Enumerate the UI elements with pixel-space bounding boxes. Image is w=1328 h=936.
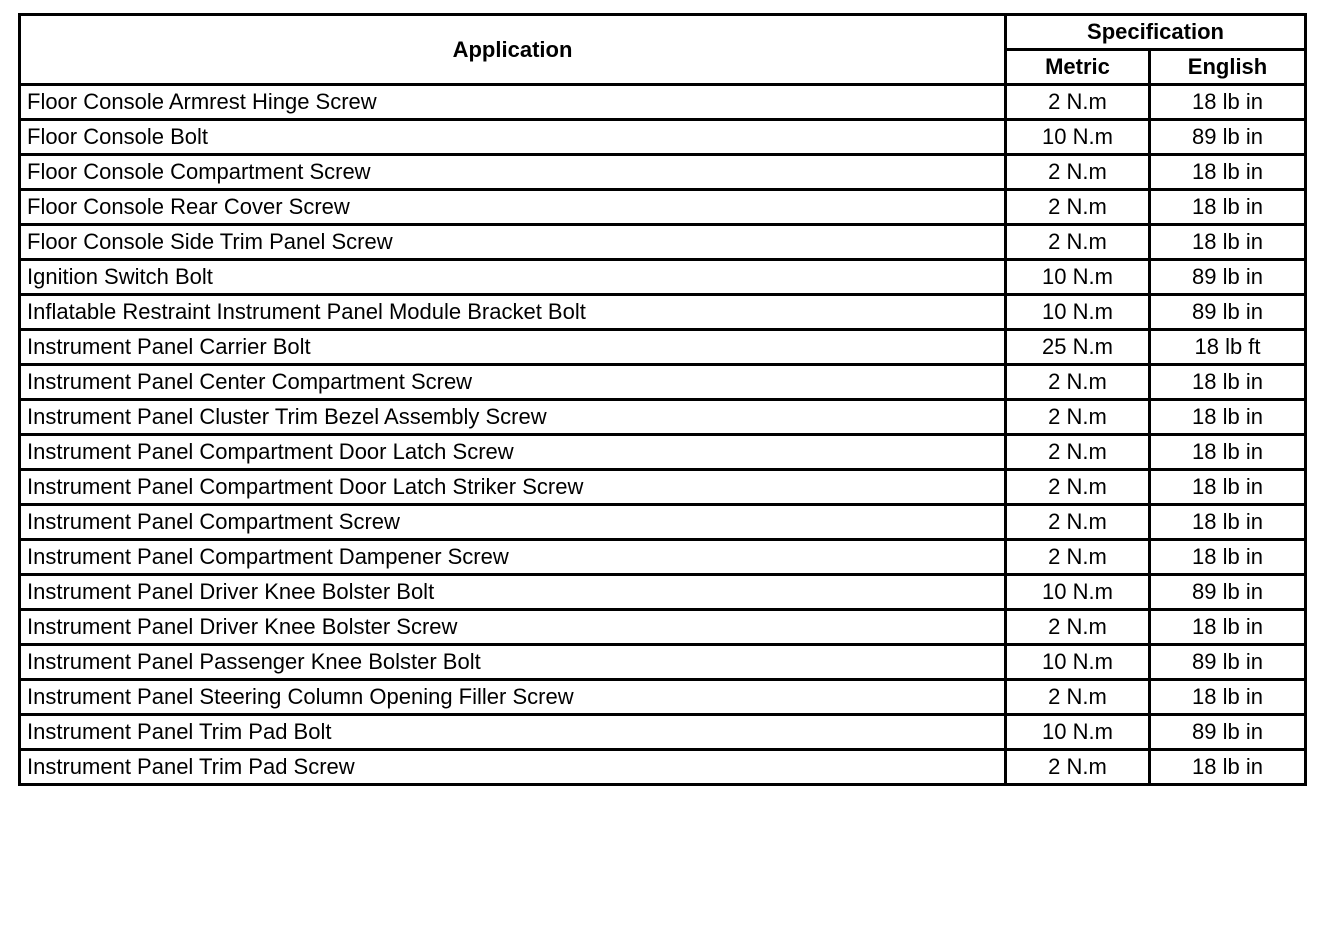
application-cell: Ignition Switch Bolt	[20, 260, 1006, 295]
table-body	[20, 85, 1306, 785]
metric-value-cell: 2 N.m	[1006, 400, 1150, 435]
application-cell: Floor Console Rear Cover Screw	[20, 190, 1006, 225]
english-value-cell: 18 lb in	[1150, 190, 1306, 225]
table-row	[20, 295, 1306, 330]
english-value-cell: 18 lb in	[1150, 85, 1306, 120]
english-value-cell: 18 lb in	[1150, 680, 1306, 715]
application-cell: Instrument Panel Center Compartment Screw	[20, 365, 1006, 400]
english-value-cell: 18 lb in	[1150, 400, 1306, 435]
table-row	[20, 575, 1306, 610]
application-cell: Instrument Panel Driver Knee Bolster Screw	[20, 610, 1006, 645]
english-value-cell: 18 lb in	[1150, 155, 1306, 190]
application-cell: Floor Console Armrest Hinge Screw	[20, 85, 1006, 120]
metric-value-cell: 2 N.m	[1006, 540, 1150, 575]
english-value-cell: 18 lb in	[1150, 750, 1306, 785]
table-row	[20, 120, 1306, 155]
english-value-cell: 89 lb in	[1150, 260, 1306, 295]
english-value-cell: 18 lb in	[1150, 610, 1306, 645]
table-row	[20, 505, 1306, 540]
english-header: English	[1150, 50, 1306, 85]
metric-value-cell: 2 N.m	[1006, 680, 1150, 715]
application-cell: Instrument Panel Compartment Door Latch Screw	[20, 435, 1006, 470]
application-cell: Instrument Panel Cluster Trim Bezel Assembly Screw	[20, 400, 1006, 435]
application-cell: Instrument Panel Trim Pad Screw	[20, 750, 1006, 785]
metric-value-cell: 10 N.m	[1006, 715, 1150, 750]
application-cell: Instrument Panel Passenger Knee Bolster Bolt	[20, 645, 1006, 680]
table-row	[20, 540, 1306, 575]
english-value-cell: 89 lb in	[1150, 645, 1306, 680]
metric-value-cell: 2 N.m	[1006, 190, 1150, 225]
application-cell: Instrument Panel Carrier Bolt	[20, 330, 1006, 365]
metric-value-cell: 2 N.m	[1006, 750, 1150, 785]
application-cell: Floor Console Side Trim Panel Screw	[20, 225, 1006, 260]
application-cell: Instrument Panel Compartment Door Latch Striker Screw	[20, 470, 1006, 505]
metric-value-cell: 10 N.m	[1006, 260, 1150, 295]
table-row	[20, 750, 1306, 785]
english-value-cell: 18 lb in	[1150, 225, 1306, 260]
application-cell: Instrument Panel Driver Knee Bolster Bolt	[20, 575, 1006, 610]
metric-value-cell: 10 N.m	[1006, 295, 1150, 330]
table-row	[20, 260, 1306, 295]
application-cell: Floor Console Bolt	[20, 120, 1006, 155]
metric-value-cell: 10 N.m	[1006, 120, 1150, 155]
metric-value-cell: 2 N.m	[1006, 505, 1150, 540]
english-value-cell: 89 lb in	[1150, 575, 1306, 610]
metric-header: Metric	[1006, 50, 1150, 85]
application-cell: Instrument Panel Compartment Screw	[20, 505, 1006, 540]
table-row	[20, 715, 1306, 750]
metric-value-cell: 10 N.m	[1006, 575, 1150, 610]
header-row-top	[20, 15, 1306, 50]
table-row	[20, 470, 1306, 505]
metric-value-cell: 2 N.m	[1006, 155, 1150, 190]
table-row	[20, 645, 1306, 680]
english-value-cell: 18 lb in	[1150, 540, 1306, 575]
table-row	[20, 330, 1306, 365]
table-header	[20, 15, 1306, 85]
table-row	[20, 190, 1306, 225]
english-value-cell: 89 lb in	[1150, 295, 1306, 330]
table-row	[20, 680, 1306, 715]
table-row	[20, 225, 1306, 260]
application-cell: Inflatable Restraint Instrument Panel Module Bracket Bolt	[20, 295, 1006, 330]
english-value-cell: 18 lb in	[1150, 505, 1306, 540]
application-cell: Instrument Panel Compartment Dampener Screw	[20, 540, 1006, 575]
metric-value-cell: 2 N.m	[1006, 610, 1150, 645]
english-value-cell: 18 lb ft	[1150, 330, 1306, 365]
english-value-cell: 18 lb in	[1150, 365, 1306, 400]
table-row	[20, 155, 1306, 190]
metric-value-cell: 25 N.m	[1006, 330, 1150, 365]
application-cell: Floor Console Compartment Screw	[20, 155, 1006, 190]
metric-value-cell: 2 N.m	[1006, 365, 1150, 400]
english-value-cell: 18 lb in	[1150, 470, 1306, 505]
metric-value-cell: 2 N.m	[1006, 225, 1150, 260]
metric-value-cell: 2 N.m	[1006, 435, 1150, 470]
table-row	[20, 85, 1306, 120]
specification-header: Specification	[1006, 15, 1306, 50]
english-value-cell: 89 lb in	[1150, 715, 1306, 750]
metric-value-cell: 2 N.m	[1006, 85, 1150, 120]
table-row	[20, 435, 1306, 470]
table-row	[20, 610, 1306, 645]
application-cell: Instrument Panel Trim Pad Bolt	[20, 715, 1006, 750]
metric-value-cell: 10 N.m	[1006, 645, 1150, 680]
application-header: Application	[20, 15, 1006, 85]
application-cell: Instrument Panel Steering Column Opening Filler Screw	[20, 680, 1006, 715]
table-row	[20, 365, 1306, 400]
fastener-specification-table	[18, 13, 1307, 786]
table-row	[20, 400, 1306, 435]
english-value-cell: 89 lb in	[1150, 120, 1306, 155]
english-value-cell: 18 lb in	[1150, 435, 1306, 470]
metric-value-cell: 2 N.m	[1006, 470, 1150, 505]
